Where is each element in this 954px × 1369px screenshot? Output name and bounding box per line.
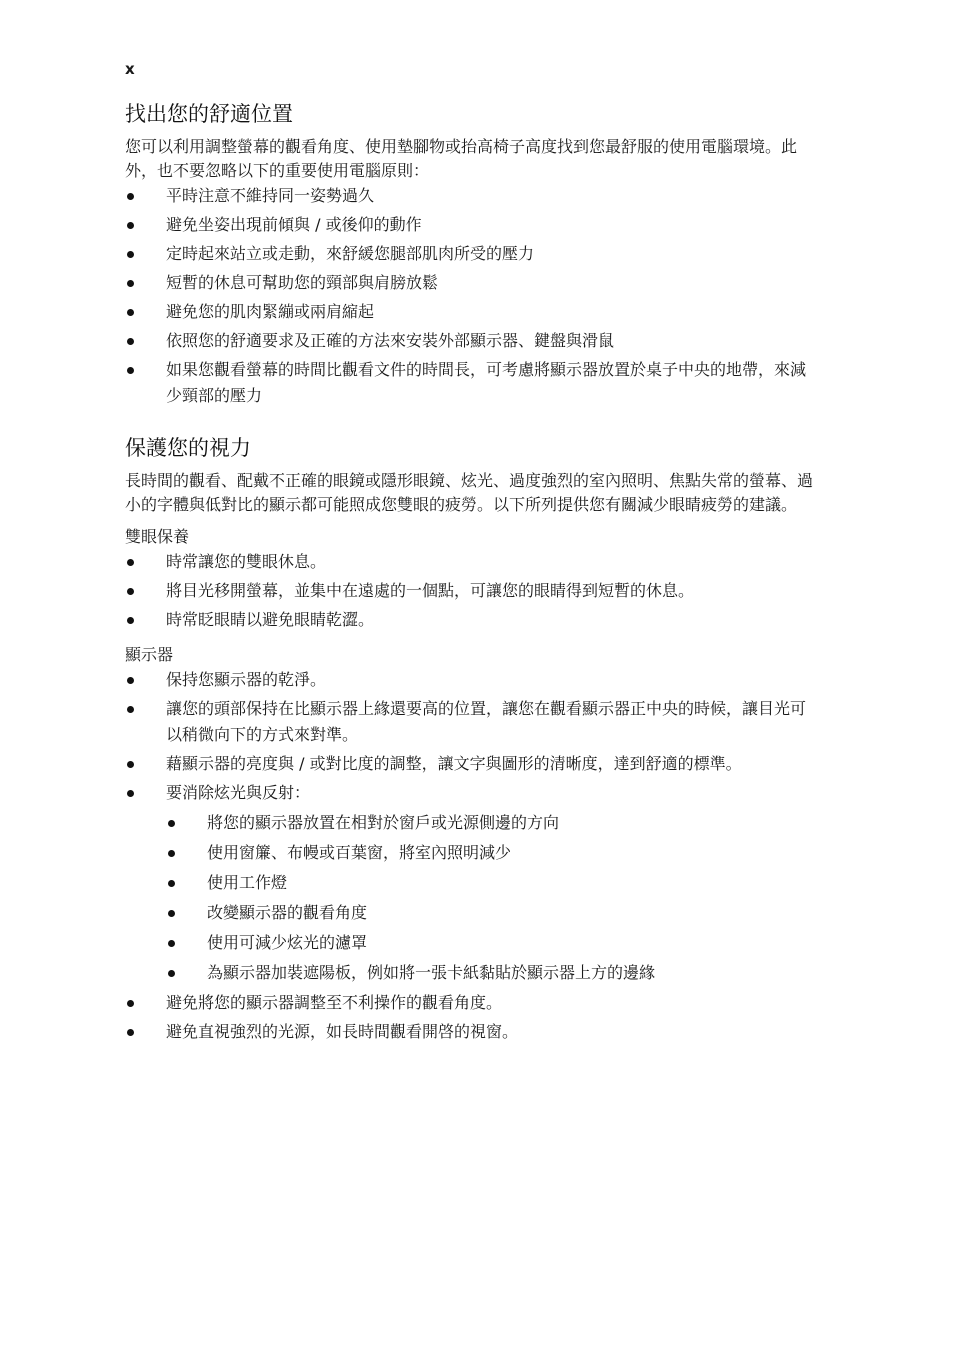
sub-list-item: 使用窗簾、布幔或百葉窗，將室內照明減少	[166, 840, 815, 866]
glare-label: 要消除炫光與反射：	[166, 783, 311, 802]
sub-list-item: 改變顯示器的觀看角度	[166, 900, 815, 926]
list-item: 避免將您的顯示器調整至不利操作的觀看角度。	[125, 990, 815, 1016]
document-page	[125, 55, 815, 1048]
list-item: 將目光移開螢幕，並集中在遠處的一個點，可讓您的眼睛得到短暫的休息。	[125, 578, 815, 604]
section-title-vision: 保護您的視力	[125, 436, 251, 460]
section-comfort	[125, 99, 815, 409]
list-item: 定時起來站立或走動，來舒緩您腿部肌肉所受的壓力	[125, 241, 815, 267]
eyes-list	[125, 549, 815, 633]
section-title-comfort: 找出您的舒適位置	[125, 102, 293, 126]
sub-list-item: 為顯示器加裝遮陽板，例如將一張卡紙黏貼於顯示器上方的邊緣	[166, 960, 815, 986]
list-item-glare	[125, 780, 815, 986]
vision-intro: 長時間的觀看、配戴不正確的眼鏡或隱形眼鏡、炫光、過度強烈的室內照明、焦點失常的螢幕、過小的字體與低對比的顯示都可能照成您雙眼的疲勞。以下所列提供您有關減少眼睛疲勞的建議。	[125, 471, 814, 514]
subheading-eyes: 雙眼保養	[125, 527, 190, 546]
list-item: 依照您的舒適要求及正確的方法來安裝外部顯示器、鍵盤與滑鼠	[125, 328, 815, 354]
list-item: 平時注意不維持同一姿勢過久	[125, 183, 815, 209]
list-item: 藉顯示器的亮度與 / 或對比度的調整，讓文字與圖形的清晰度，達到舒適的標準。	[125, 751, 815, 777]
comfort-intro: 您可以利用調整螢幕的觀看角度、使用墊腳物或抬高椅子高度找到您最舒服的使用電腦環境。此外，也不要忽略以下的重要使用電腦原則：	[125, 137, 798, 180]
comfort-list	[125, 183, 815, 409]
subheading-display: 顯示器	[125, 645, 174, 664]
list-item: 保持您顯示器的乾淨。	[125, 667, 815, 693]
list-item: 如果您觀看螢幕的時間比觀看文件的時間長，可考慮將顯示器放置於桌子中央的地帶，來減少頸部的壓力	[125, 357, 815, 409]
list-item: 時常讓您的雙眼休息。	[125, 549, 815, 575]
list-item: 避免坐姿出現前傾與 / 或後仰的動作	[125, 212, 815, 238]
list-item: 讓您的頭部保持在比顯示器上緣還要高的位置，讓您在觀看顯示器正中央的時候，讓目光可以稍微向下的方式來對準。	[125, 696, 815, 748]
list-item: 時常眨眼睛以避免眼睛乾澀。	[125, 607, 815, 633]
sub-list-item: 使用工作燈	[166, 870, 815, 896]
page-number: x	[125, 60, 135, 78]
sub-list-item: 使用可減少炫光的濾罩	[166, 930, 815, 956]
display-list	[125, 667, 815, 1045]
list-item: 短暫的休息可幫助您的頸部與肩膀放鬆	[125, 270, 815, 296]
list-item: 避免直視強烈的光源，如長時間觀看開啓的視窗。	[125, 1019, 815, 1045]
section-vision	[125, 433, 815, 1045]
sub-list-item: 將您的顯示器放置在相對於窗戶或光源側邊的方向	[166, 810, 815, 836]
glare-sublist	[166, 810, 815, 986]
list-item: 避免您的肌肉緊繃或兩肩縮起	[125, 299, 815, 325]
